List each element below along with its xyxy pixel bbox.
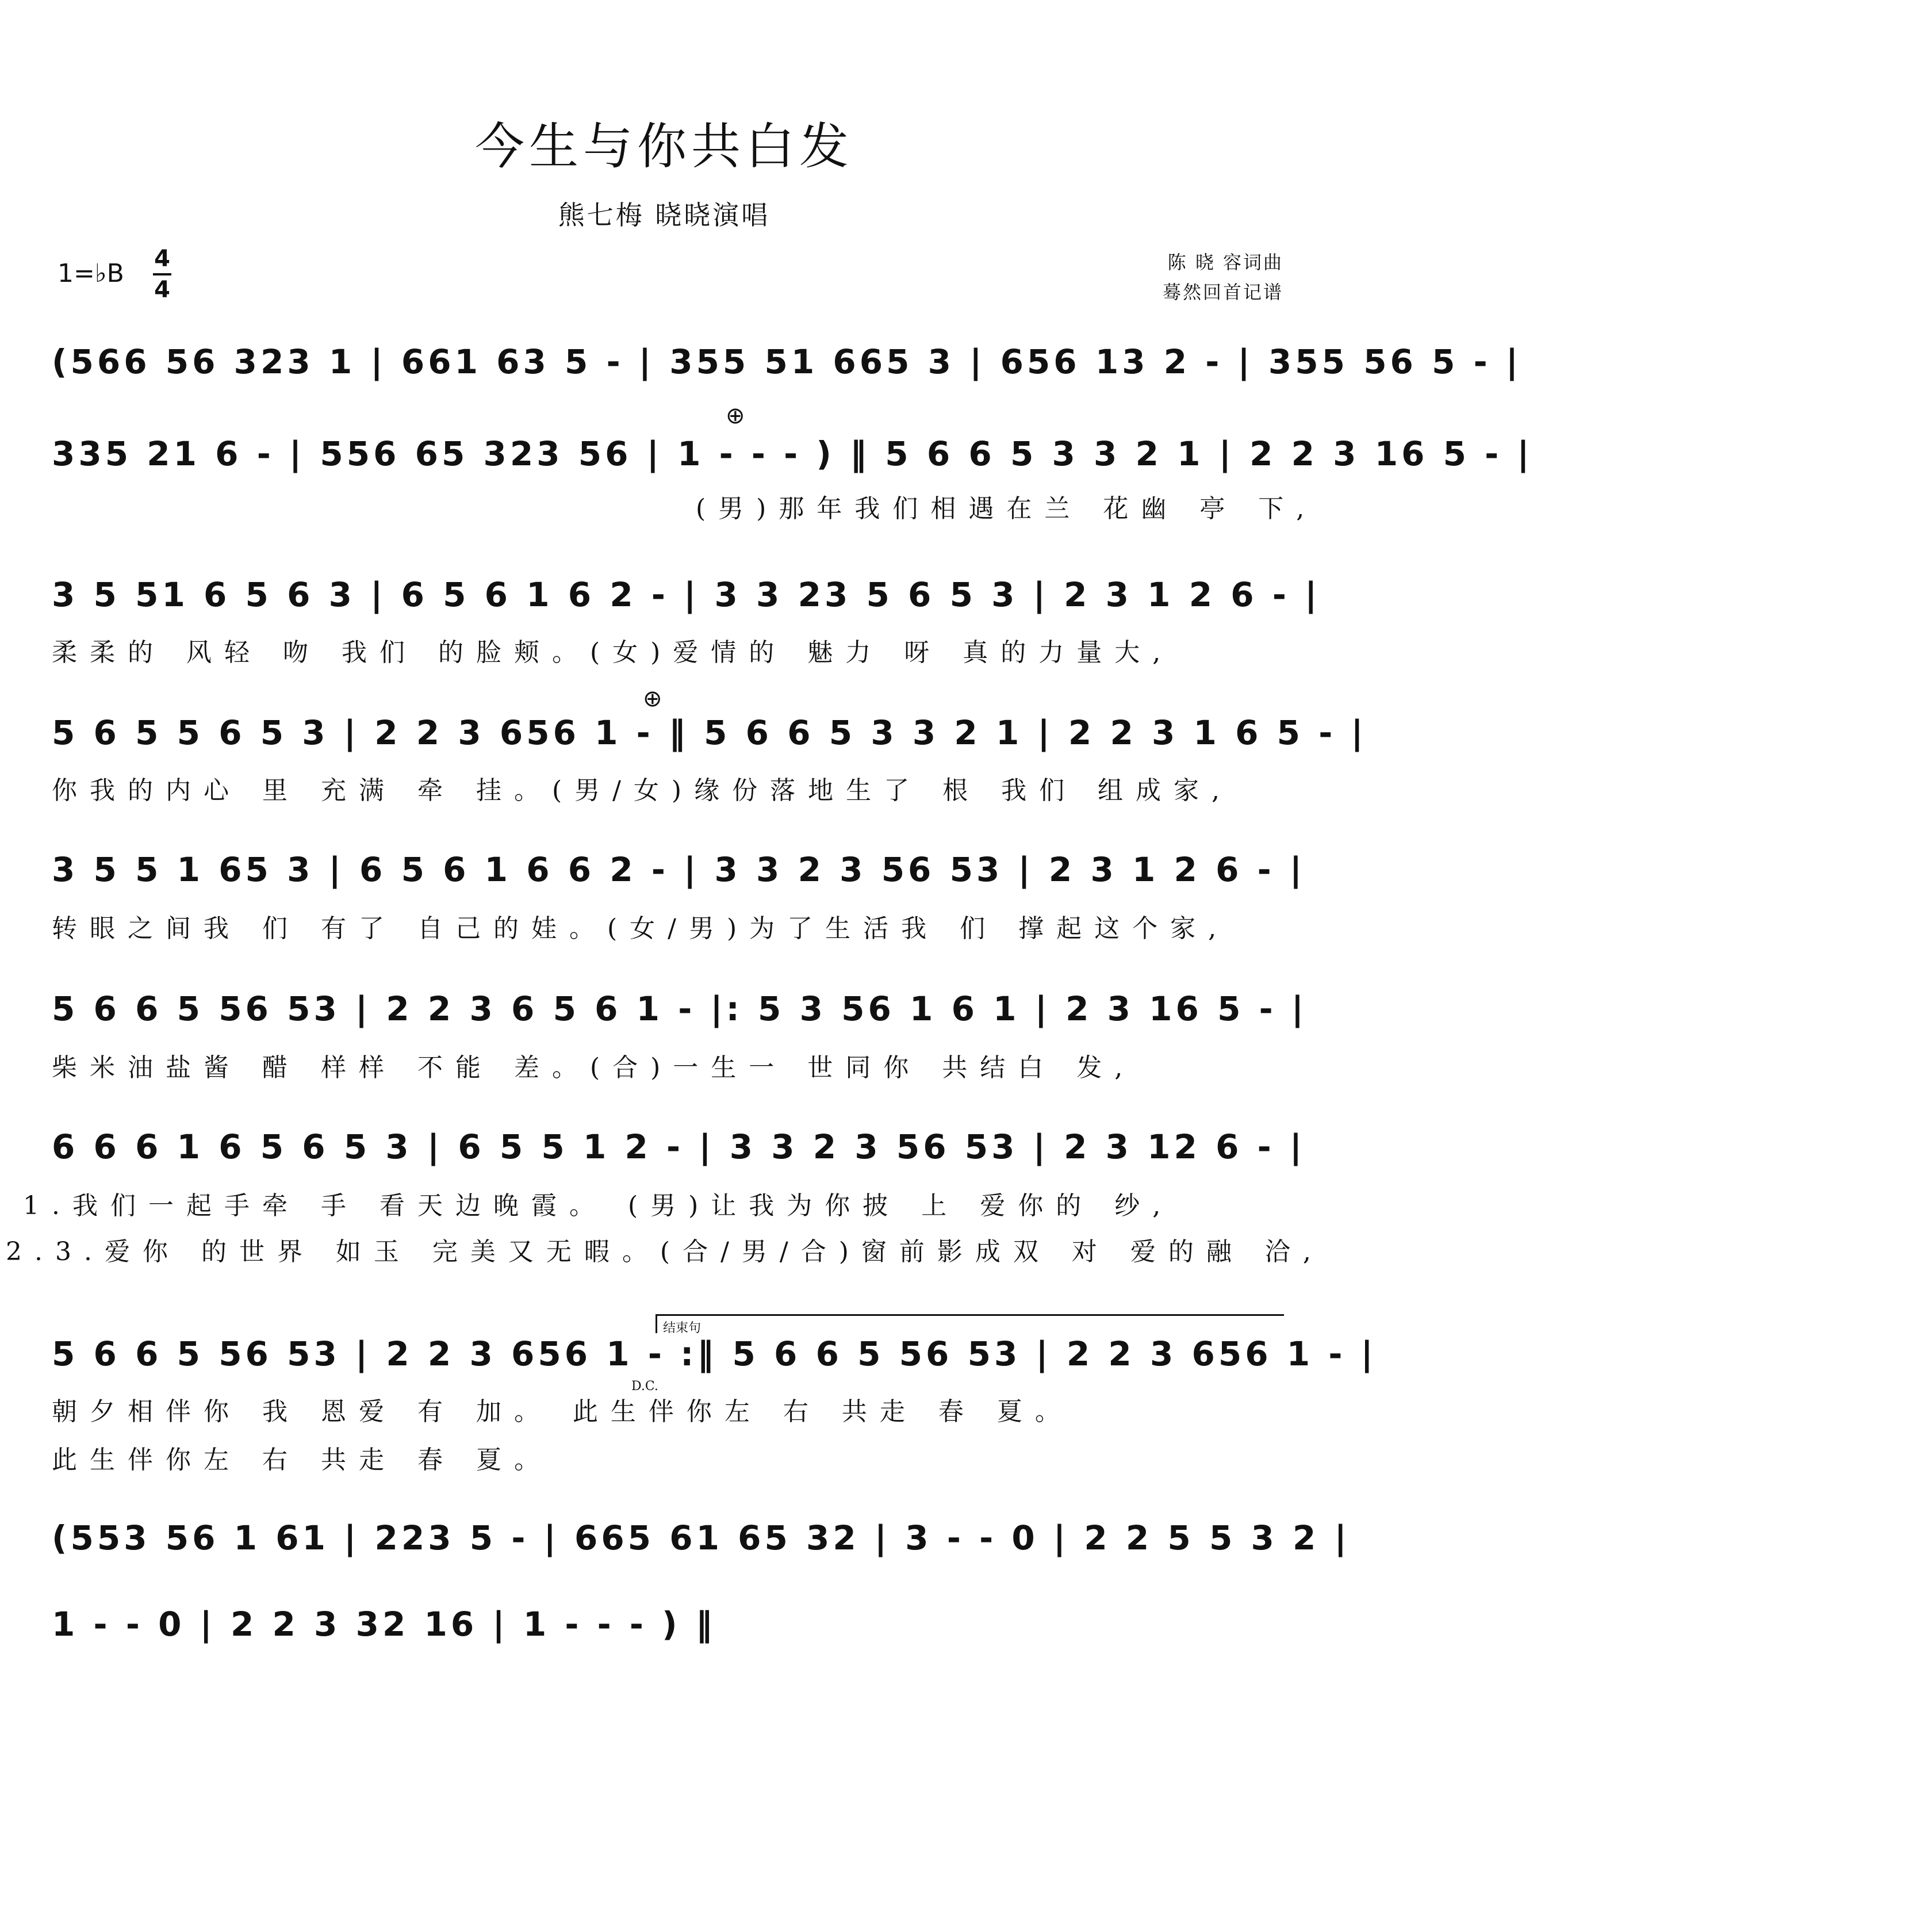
song-title: 今生与你共白发: [475, 118, 853, 175]
score-row-10: 1 - - 0 | 2 2 3 32 16 | 1 - - - ) ‖: [52, 1605, 716, 1644]
time-signature: [151, 244, 174, 304]
time-top: 4: [154, 246, 170, 272]
score-row-3: 3 5 51 6 5 6 3 | 6 5 6 1 6 2 - | 3 3 23 5 6 5 3 | 2 3 1 2 6 - |: [52, 575, 1321, 614]
dc-mark: D.C.: [631, 1379, 658, 1394]
score-row-7: 6 6 6 1 6 5 6 5 3 | 6 5 5 1 2 - | 3 3 2 3 56 53 | 2 3 12 6 - |: [52, 1127, 1306, 1166]
score-row-1: (566 56 323 1 | 661 63 5 - | 355 51 665 3 | 656 13 2 - | 355 56 5 - |: [52, 342, 1522, 381]
lyric-line-7b: 2.3.爱你 的世界 如玉 完美又无暇。(合/男/合)窗前影成双 对 爱的融 洽,: [6, 1237, 1324, 1266]
credits: [1163, 247, 1283, 307]
lyric-line-9: 此生伴你左 右 共走 春 夏。: [52, 1445, 552, 1475]
lyric-line-3: 柔柔的 风轻 吻 我们 的脸颊。(女)爱情的 魅力 呀 真的力量大,: [52, 638, 1174, 667]
lyric-line-6: 柴米油盐酱 醋 样样 不能 差。(合)一生一 世同你 共结白 发,: [52, 1053, 1136, 1082]
ending-bracket: [656, 1314, 1284, 1333]
singers-line: 熊七梅 晓晓演唱: [558, 200, 770, 231]
time-bottom: 4: [154, 277, 170, 303]
score-row-9: (553 56 1 61 | 223 5 - | 665 61 65 32 | 3 - - 0 | 2 2 5 5 3 2 |: [52, 1518, 1350, 1557]
coda-sign-2: ⊕: [643, 686, 662, 712]
lyric-line-5: 转眼之间我 们 有了 自己的娃。(女/男)为了生活我 们 撑起这个家,: [52, 914, 1229, 943]
score-row-6: 5 6 6 5 56 53 | 2 2 3 6 5 6 1 - |: 5 3 56 1 6 1 | 2 3 16 5 - |: [52, 989, 1308, 1028]
lyric-line-2: (男)那年我们相遇在兰 花幽 亭 下,: [696, 494, 1317, 523]
transcriber: 蓦然回首记谱: [1162, 281, 1283, 303]
score-row-2: 335 21 6 - | 556 65 323 56 | 1 - - - ) ‖ 5 6 6 5 3 3 2 1 | 2 2 3 16 5 - |: [52, 434, 1533, 473]
lyric-line-7a: 1.我们一起手牵 手 看天边晚霞。 (男)让我为你披 上 爱你的 纱,: [23, 1191, 1174, 1220]
lyricist: 陈 晓 容词曲: [1167, 251, 1283, 273]
ending-label: 结束句: [663, 1321, 702, 1335]
score-row-5: 3 5 5 1 65 3 | 6 5 6 1 6 6 2 - | 3 3 2 3 56 53 | 2 3 1 2 6 - |: [52, 850, 1306, 889]
score-row-8: 5 6 6 5 56 53 | 2 2 3 656 1 - :‖ 5 6 6 5 56 53 | 2 2 3 656 1 - |: [52, 1334, 1377, 1373]
lyric-line-8: 朝夕相伴你 我 恩爱 有 加。 此生伴你左 右 共走 春 夏。: [52, 1397, 1073, 1426]
coda-sign-1: ⊕: [726, 403, 745, 429]
score-row-4: 5 6 5 5 6 5 3 | 2 2 3 656 1 - ‖ 5 6 6 5 3 3 2 1 | 2 2 3 1 6 5 - |: [52, 713, 1367, 752]
lyric-line-4: 你我的内心 里 充满 牵 挂。(男/女)缘份落地生了 根 我们 组成家,: [52, 776, 1233, 805]
key-signature: 1=♭B: [57, 259, 124, 288]
